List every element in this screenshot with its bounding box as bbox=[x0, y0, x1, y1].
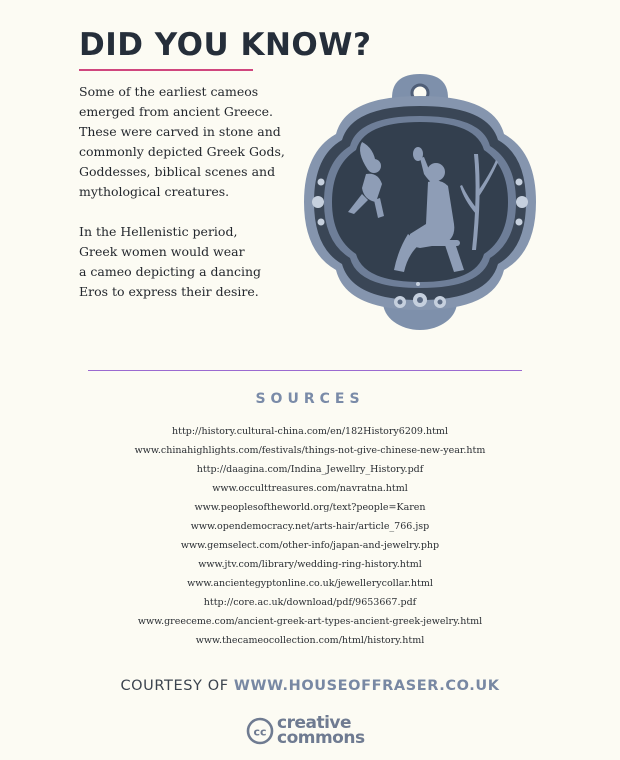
source-link[interactable]: http://core.ac.uk/download/pdf/9653667.pdf bbox=[203, 597, 417, 608]
sources-divider bbox=[88, 370, 522, 371]
source-link[interactable]: www.ancientegyptonline.co.uk/jewellerycollar.html bbox=[187, 578, 433, 589]
cc-word-commons: commons bbox=[277, 728, 365, 748]
svg-text:cc: cc bbox=[253, 725, 267, 739]
cc-word-creative: creative bbox=[277, 713, 352, 733]
source-link[interactable]: www.occulttreasures.com/navratna.html bbox=[212, 483, 408, 494]
courtesy-line bbox=[0, 678, 620, 694]
courtesy-prefix: COURTESY OF bbox=[120, 678, 234, 694]
sources-list bbox=[0, 422, 620, 650]
page-title: DID YOU KNOW? bbox=[79, 27, 372, 63]
source-link[interactable]: www.chinahighlights.com/festivals/things-not-give-chinese-new-year.htm bbox=[134, 445, 486, 456]
cc-icon bbox=[246, 717, 274, 745]
courtesy-site-link[interactable]: WWW.HOUSEOFFRASER.CO.UK bbox=[233, 678, 500, 694]
source-link[interactable]: www.jtv.com/library/wedding-ring-history.html bbox=[198, 559, 422, 570]
title-underline bbox=[79, 69, 253, 71]
source-link[interactable]: www.thecameocollection.com/html/history.html bbox=[195, 635, 425, 646]
creative-commons-logo bbox=[246, 714, 365, 748]
source-link[interactable]: www.greeceme.com/ancient-greek-art-types-ancient-greek-jewelry.html bbox=[137, 616, 483, 627]
hellenistic-paragraph: In the Hellenistic period, Greek women would wear a cameo depicting a dancing Eros to express their desire. bbox=[79, 224, 262, 299]
source-link[interactable]: http://daagina.com/Indina_Jewellry_History.pdf bbox=[196, 464, 424, 475]
source-link[interactable]: www.gemselect.com/other-info/japan-and-jewelry.php bbox=[180, 540, 440, 551]
intro-paragraph: Some of the earliest cameos emerged from ancient Greece. These were carved in stone and commonly depicted Greek Gods, Goddesses, biblical scenes and mythological creatures. bbox=[79, 84, 285, 199]
cameo-illustration bbox=[304, 74, 536, 332]
source-link[interactable]: http://history.cultural-china.com/en/182History6209.html bbox=[172, 426, 448, 437]
source-link[interactable]: www.opendemocracy.net/arts-hair/article_766.jsp bbox=[190, 521, 430, 532]
source-link[interactable]: www.peoplesoftheworld.org/text?people=Karen bbox=[194, 502, 426, 513]
sources-heading: SOURCES bbox=[255, 391, 365, 407]
